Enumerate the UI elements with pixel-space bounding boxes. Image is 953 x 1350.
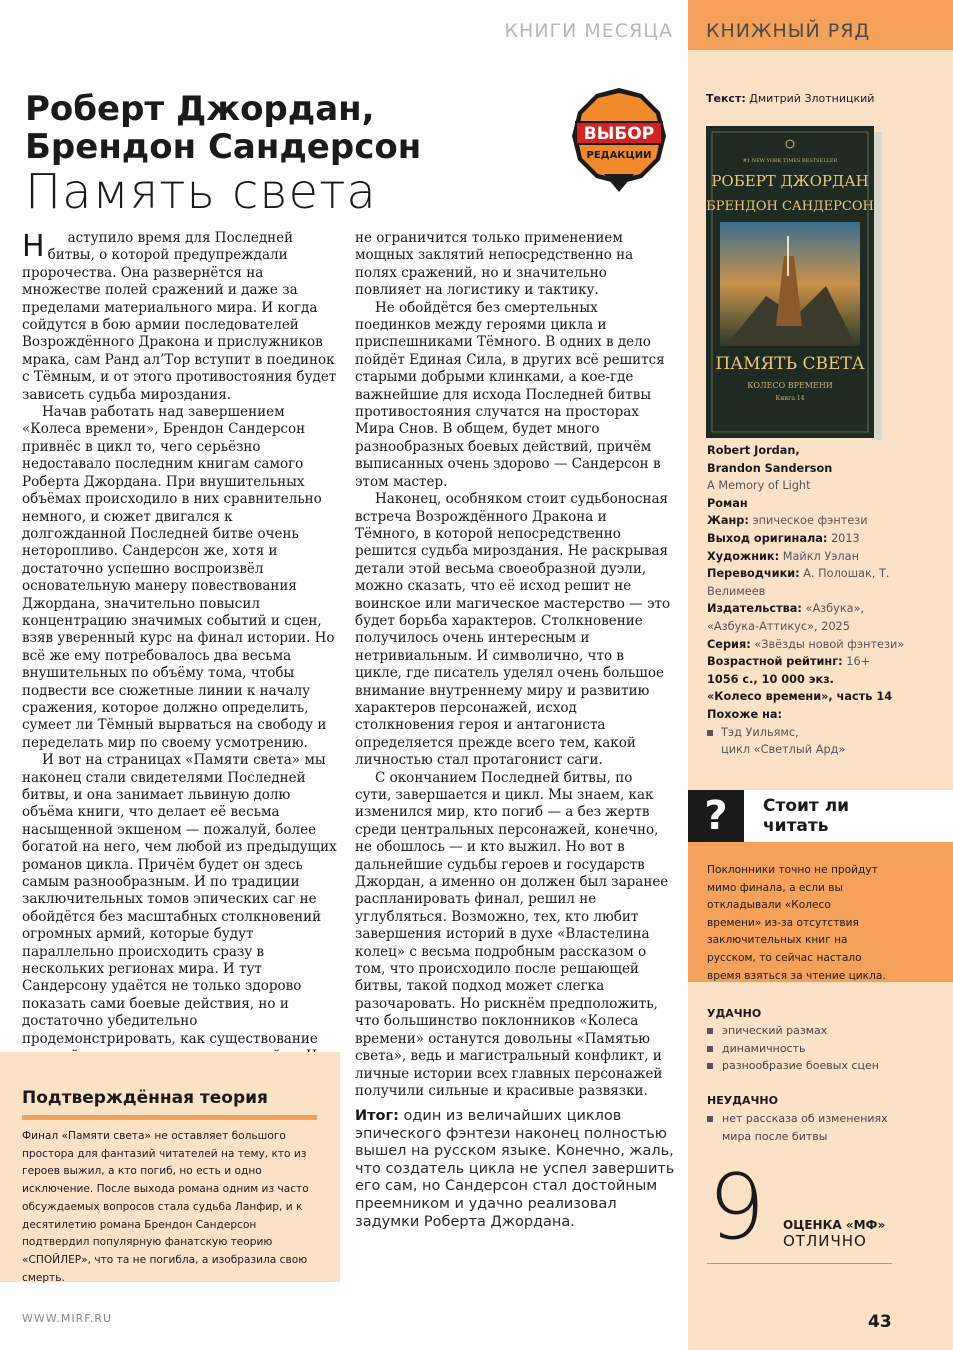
book-info (707, 442, 907, 759)
similar-item (707, 724, 907, 742)
site-url[interactable]: WWW.MIRF.RU (22, 1312, 112, 1325)
verdict (355, 1108, 675, 1231)
artist-label: Художник: (707, 549, 780, 563)
credit-value: Дмитрий Злотницкий (745, 92, 875, 105)
theory-title: Подтверждённая теория (22, 1088, 268, 1108)
cons-title: НЕУДАЧНО (707, 1094, 778, 1107)
paragraph: аступило время для Последней битвы, о которой предупреждали пророчества. Она развернётся на множестве полей сражений и даже за пределами материального мира. И когда сойдутся в бою армии последователей Возрождённого Дракона и прислужников мрака, сам Ранд ал’Тор вступит в поединок с Тёмным, и от этого противостояния будет зависеть судьба мироздания. (22, 230, 337, 403)
text-credit (706, 92, 874, 105)
genre-row (707, 512, 907, 530)
cons-list (707, 1110, 907, 1145)
cycle-part: «Колесо времени», часть 14 (707, 690, 893, 704)
article-column-1 (22, 230, 338, 1083)
list-item (707, 1040, 907, 1058)
credit-label: Текст: (706, 92, 746, 105)
age-label: Возрастной рейтинг: (707, 655, 843, 669)
book-kind: Роман (707, 496, 748, 510)
dropcap: Н (22, 229, 45, 264)
score-word: ОТЛИЧНО (783, 1232, 867, 1250)
year-value: 2013 (827, 531, 860, 545)
original-author-2: Brandon Sanderson (707, 461, 833, 475)
cover-volume: Книга 14 (775, 395, 805, 402)
should-read-title: Стоит ли читать (763, 796, 850, 836)
original-author-1: Robert Jordan, (707, 444, 800, 457)
similar-author: Тэд Уильямс, (721, 725, 799, 739)
series-row (707, 636, 907, 654)
bullet-icon (707, 1063, 713, 1069)
pro-text: разнообразие боевых сцен (722, 1059, 879, 1073)
translators-label: Переводчики: (707, 567, 800, 581)
score-label: ОЦЕНКА «МФ» (783, 1218, 886, 1232)
paragraph: Начав работать над завершением «Колеса времени», Брендон Сандерсон привнёс в цикл то, чего серьёзно недоставало последним книгам самого Роберта Джордана. При внушительных объёмах происходило в них сравнительно немного, и сюжет двигался к долгожданной Последней битве очень неторопливо. Сандерсон же, хотя и достаточно успешно воспроизвёл основательную манеру повествования Джордана, значительно повысил концентрацию значимых событий и сцен, взяв уверенный курс на финал истории. Но всё же ему потребовалось два весьма внушительных по объёму тома, чтобы подвести все сюжетные линии к началу сражения, которое должно определить, сумеет ли Тёмный вырваться на свободу и переделать мир по своему усмотрению. (22, 404, 335, 751)
age-value: 16+ (842, 655, 871, 669)
paragraph: С окончанием Последней битвы, по сути, завершается и цикл. Мы знаем, как изменился мир, кто погиб — а без жертв среди центральных персонажей, конечно, не обошлось — и кто выжил. Но вот в дальнейшие судьбы героев и государств Джордан, а именно он должен был заранее распланировать финал, решил не углубляться. Возможно, тех, кто любит завершения историй в духе «Властелина колец» с весьма подробным рассказом о том, что происходило после решающей битвы, такой подход может слегка разочаровать. Но рискнём предположить, что большинство поклонников «Колеса времени» останутся довольны «Памятью света», ведь и магистральный конфликт, и личные истории всех главных персонажей получили сильные и красивые развязки. (355, 769, 669, 1099)
verdict-text: один из величайших циклов эпического фэнтези наконец полностью вышел на русском языке. Конечно, жаль, что создатель цикла не успел завершить его сам, но Сандерсон стал достойным преемником и удачно реализовал задумки Роберта Джордана. (355, 1108, 675, 1230)
pro-text: эпический размах (722, 1024, 828, 1037)
editors-choice-badge (570, 86, 668, 194)
rubric-label: КНИЖНЫЙ РЯД (706, 20, 871, 42)
cover-author-2: БРЕНДОН САНДЕРСОН (706, 199, 874, 214)
author-line-2: Брендон Сандерсон (25, 127, 422, 167)
cover-series: КОЛЕСО ВРЕМЕНИ (747, 381, 833, 390)
article-column-2 (355, 230, 671, 1100)
paragraph: И вот на страницах «Памяти света» мы наконец стали свидетелями Последней битвы, и она занимает львиную долю объёма книги, что делает её весьма насыщенной экшеном — пожалуй, более богатой на него, чем любой из предыдущих романов цикла. Причём будет он здесь самым разнообразным. И по традиции заключительных томов эпических саг не обойдётся без масштабных столкновений огромных армий, которые будут параллельно происходить сразу в нескольких регионах мира. И тут Сандерсону удаётся не только здорово показать сами боевые действия, но и достаточно убедительно продемонстрировать, как существование (22, 752, 337, 1047)
section-label: КНИГИ МЕСЯЦА (504, 20, 673, 42)
series-value: «Звёзды новой фэнтези» (750, 637, 905, 651)
original-title: A Memory of Light (707, 479, 811, 493)
score-divider (707, 1263, 892, 1264)
publisher-label: Издательства: (707, 602, 802, 616)
page-number: 43 (868, 1312, 892, 1332)
artist-row (707, 548, 907, 566)
book-cover-image (706, 126, 882, 444)
similar-label: Похоже на: (707, 707, 783, 721)
theory-text: Финал «Памяти света» не оставляет большого простора для фантазий читателей на тему, кто из героев выжил, а кто погиб, но есть и одно исключение. После выхода романа одним из часто обсуждаемых вопросов стала судьба Ланфир, и к десятилетию романа Брендон Сандерсон подтвердил популярную фанатскую теорию «СПОЙЛЕР», что та не погибла, а изобразила свою смерть. (22, 1130, 309, 1284)
bullet-icon (707, 1116, 713, 1122)
bullet-icon (707, 730, 713, 736)
year-row (707, 530, 907, 548)
pros-title: УДАЧНО (707, 1007, 762, 1020)
list-item (707, 1022, 907, 1040)
verdict-label: Итог: (355, 1108, 399, 1124)
genre-label: Жанр: (707, 514, 749, 528)
con-text: нет рассказа об изменениях мира после битвы (722, 1112, 888, 1143)
year-label: Выход оригинала: (707, 531, 828, 545)
series-label: Серия: (707, 637, 751, 651)
badge-line-2: РЕДАКЦИИ (586, 150, 652, 161)
list-item (707, 1057, 907, 1075)
cover-bestseller-line: #1 NEW YORK TIMES BESTSELLER (742, 158, 838, 164)
similar-item (707, 741, 907, 759)
recommendation-text: Поклонники точно не пройдут мимо финала, а если вы откладывали «Колесо времени» из-за отсутствия заключительных книг на русском, то сейчас настало время взяться за чтение цикла. (707, 864, 886, 982)
question-icon: ? (688, 790, 744, 842)
score-value: 9 (708, 1155, 766, 1260)
artist-value: Майкл Уэлан (779, 549, 859, 563)
translators-value: А. Полошак, Т. Велимеев (707, 567, 890, 598)
paragraph: Наконец, особняком стоит судьбоносная встреча Возрождённого Дракона и Тёмного, в которой непосредственно решится судьба мироздания. Не раскрывая детали этой весьма своеобразной дуэли, можно сказать, что её исход решит не воинское или магическое мастерство — это будет борьба характеров. Столкновение получилось очень интересным и нетривиальным. И символично, что в цикле, где писатель уделял очень большое внимание внутреннему миру и развитию характеров персонажей, исход столкновения героя и антагониста определяется прежде всего тем, какой личностью стал протагонист саги. (355, 491, 671, 769)
theory-underline (22, 1115, 317, 1120)
bullet-icon (707, 1028, 713, 1034)
author-line-1: Роберт Джордан, (25, 89, 375, 129)
similar-cycle: цикл «Светлый Ард» (721, 743, 846, 757)
age-row (707, 653, 907, 671)
page-title: Память света (25, 164, 377, 220)
genre-value: эпическое фэнтези (748, 514, 868, 528)
badge-line-1: ВЫБОР (583, 124, 655, 144)
publisher-value: «Азбука», «Азбука-Аттикус», 2025 (707, 602, 865, 633)
article-author (25, 90, 495, 166)
cover-author-1: РОБЕРТ ДЖОРДАН (711, 172, 869, 190)
cover-title: ПАМЯТЬ СВЕТА (715, 354, 865, 374)
bullet-icon (707, 1046, 713, 1052)
pro-text: динамичность (722, 1041, 806, 1055)
pros-list (707, 1022, 907, 1075)
paragraph: Не обойдётся без смертельных поединков между героями цикла и приспешниками Тёмного. В одних в дело пойдёт Единая Сила, в других всё решится старыми добрыми клинками, а кое-где важнейшие для исхода Последней битвы противостояния случатся на просторах Мира Снов. В общем, будет много разнообразных боевых действий, причём выписанных очень здорово — Сандерсон в этом мастер. (355, 299, 665, 490)
translators-row (707, 565, 907, 600)
list-item (707, 1110, 907, 1145)
publisher-row (707, 600, 907, 635)
paragraph: не ограничится только применением мощных заклятий непосредственно на полях сражений, но и значительно повлияет на логистику и тактику. (355, 230, 634, 299)
pages-print-run: 1056 с., 10 000 экз. (707, 672, 834, 686)
